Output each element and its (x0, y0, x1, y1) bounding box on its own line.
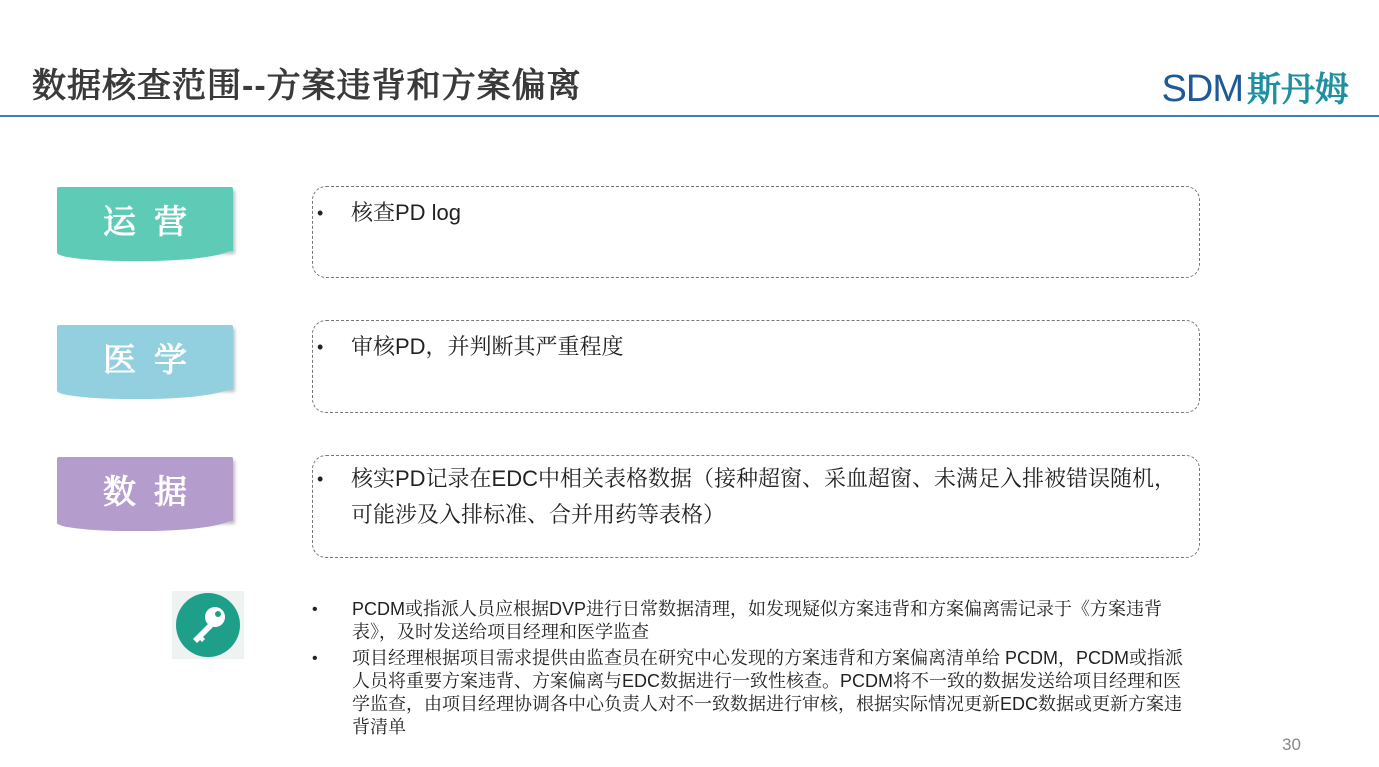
list-item: • 项目经理根据项目需求提供由监查员在研究中心发现的方案违背和方案偏离清单给 PCDM，PCDM或指派人员将重要方案违背、方案偏离与EDC数据进行一致性核查。PCDM将不一致的数据发送给项目经理和医学监查，由项目经理协调各中心负责人对不一致数据进行审核，根据实际情况更新EDC数据或更新方案违背清单 (312, 647, 1197, 739)
note-text: PCDM或指派人员应根据DVP进行日常数据清理，如发现疑似方案违背和方案偏离需记录于《方案违背表》，及时发送给项目经理和医学监查 (352, 599, 1163, 642)
list-item: • 核实PD记录在EDC中相关表格数据（接种超窗、采血超窗、未满足入排被错误随机，可能涉及入排标准、合并用药等表格） (317, 461, 1189, 533)
header-divider (0, 115, 1379, 117)
operations-text: 核查PD log (351, 200, 462, 225)
tag-operations: 运营 (57, 187, 233, 251)
operations-box (312, 186, 1200, 278)
medical-text: 审核PD，并判断其严重程度 (351, 334, 624, 359)
list-item: • 核查PD log (317, 195, 1189, 231)
key-icon (172, 591, 244, 659)
tag-medical: 医学 (57, 325, 233, 389)
note-text: 项目经理根据项目需求提供由监查员在研究中心发现的方案违背和方案偏离清单给 PCDM，PCDM或指派人员将重要方案违背、方案偏离与EDC数据进行一致性核查。PCDM将不一致的数据发送给项目经理和医学监查，由项目经理协调各中心负责人对不一致数据进行审核，根据实际情况更新EDC数据或更新方案违背清单 (352, 648, 1183, 737)
data-text: 核实PD记录在EDC中相关表格数据（接种超窗、采血超窗、未满足入排被错误随机，可能涉及入排标准、合并用药等表格） (351, 466, 1177, 527)
page-number: 30 (1282, 735, 1301, 754)
brand-logo (1162, 62, 1349, 111)
logo-text-cn: 斯丹姆 (1247, 71, 1349, 109)
tag-data: 数据 (57, 457, 233, 521)
notes-list (312, 598, 1197, 742)
list-item: • 审核PD，并判断其严重程度 (317, 329, 1189, 365)
logo-text-en: SDM (1161, 68, 1243, 110)
list-item: • PCDM或指派人员应根据DVP进行日常数据清理，如发现疑似方案违背和方案偏离需记录于《方案违背表》，及时发送给项目经理和医学监查 (312, 598, 1197, 644)
page-title: 数据核查范围--方案违背和方案偏离 (32, 67, 582, 105)
data-box (312, 455, 1200, 558)
medical-box (312, 320, 1200, 413)
